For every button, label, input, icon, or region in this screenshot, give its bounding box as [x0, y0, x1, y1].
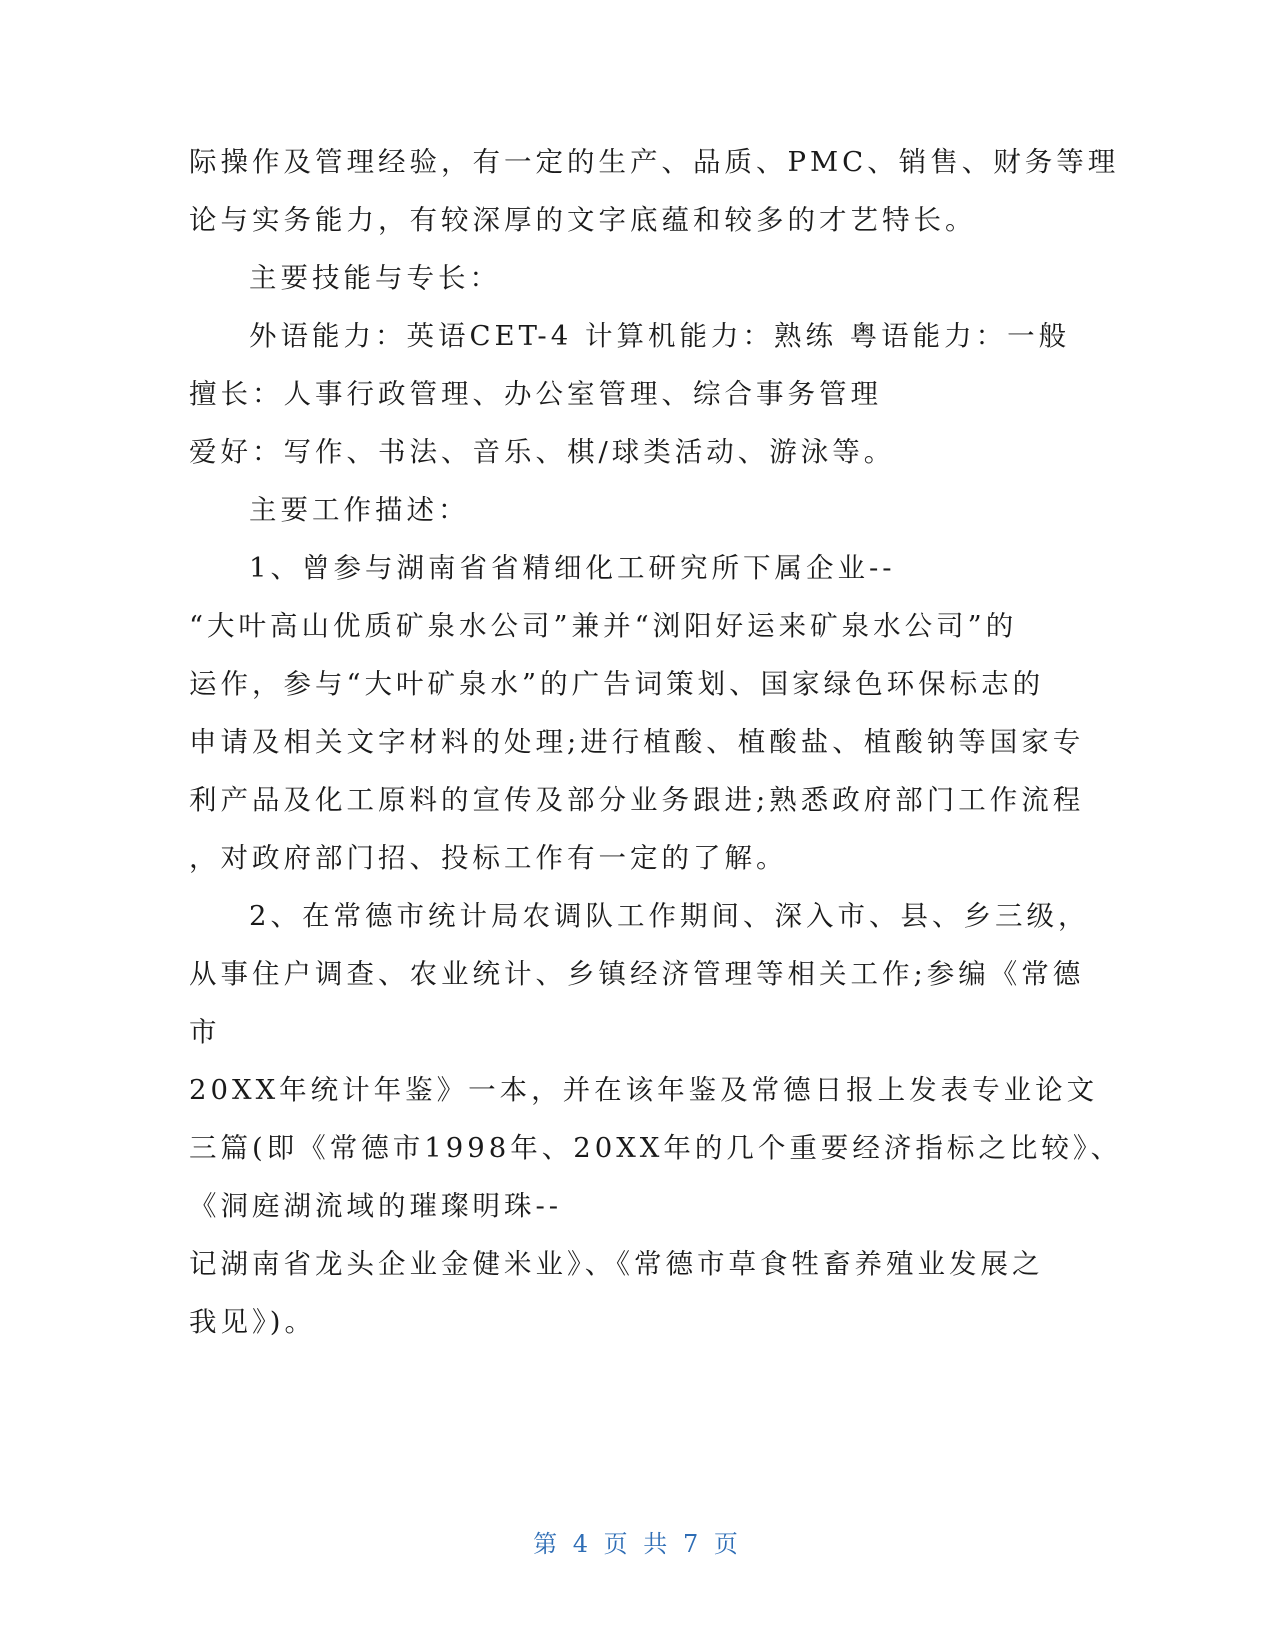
text-line: “大叶高山优质矿泉水公司”兼并“浏阳好运来矿泉水公司”的 [189, 610, 1018, 642]
text-line: 从事住户调查、农业统计、乡镇经济管理等相关工作;参编《常德 [189, 958, 1085, 990]
text-line: 利产品及化工原料的宣传及部分业务跟进;熟悉政府部门工作流程 [189, 784, 1085, 816]
text-line: 《洞庭湖流域的璀璨明珠-- [189, 1190, 563, 1222]
text-line: 2、在常德市统计局农调队工作期间、深入市、县、乡三级， [249, 900, 1090, 932]
text-line: 20XX年统计年鉴》一本，并在该年鉴及常德日报上发表专业论文 [189, 1074, 1099, 1106]
text-line: ，对政府部门招、投标工作有一定的了解。 [189, 842, 788, 874]
text-line: 爱好：写作、书法、音乐、棋/球类活动、游泳等。 [189, 436, 896, 468]
text-line: 市 [189, 1016, 221, 1048]
section-heading: 主要技能与专长： [249, 262, 501, 294]
text-line: 三篇(即《常德市1998年、20XX年的几个重要经济指标之比较》、 [189, 1132, 1123, 1164]
section-heading: 主要工作描述： [249, 494, 470, 526]
text-line: 申请及相关文字材料的处理;进行植酸、植酸盐、植酸钠等国家专 [189, 726, 1085, 758]
text-line: 我见》)。 [189, 1306, 316, 1338]
text-line: 际操作及管理经验，有一定的生产、品质、PMC、销售、财务等理 [189, 146, 1120, 178]
page-number-footer: 第 4 页 共 7 页 [533, 1530, 742, 1558]
text-line: 记湖南省龙头企业金健米业》、《常德市草食牲畜养殖业发展之 [189, 1248, 1044, 1280]
text-line: 论与实务能力，有较深厚的文字底蕴和较多的才艺特长。 [189, 204, 977, 236]
text-line: 擅长：人事行政管理、办公室管理、综合事务管理 [189, 378, 882, 410]
text-line: 1、曾参与湖南省省精细化工研究所下属企业-- [249, 552, 896, 584]
text-line: 运作，参与“大叶矿泉水”的广告词策划、国家绿色环保标志的 [189, 668, 1045, 700]
text-line: 外语能力：英语CET-4 计算机能力：熟练 粤语能力：一般 [249, 320, 1071, 352]
